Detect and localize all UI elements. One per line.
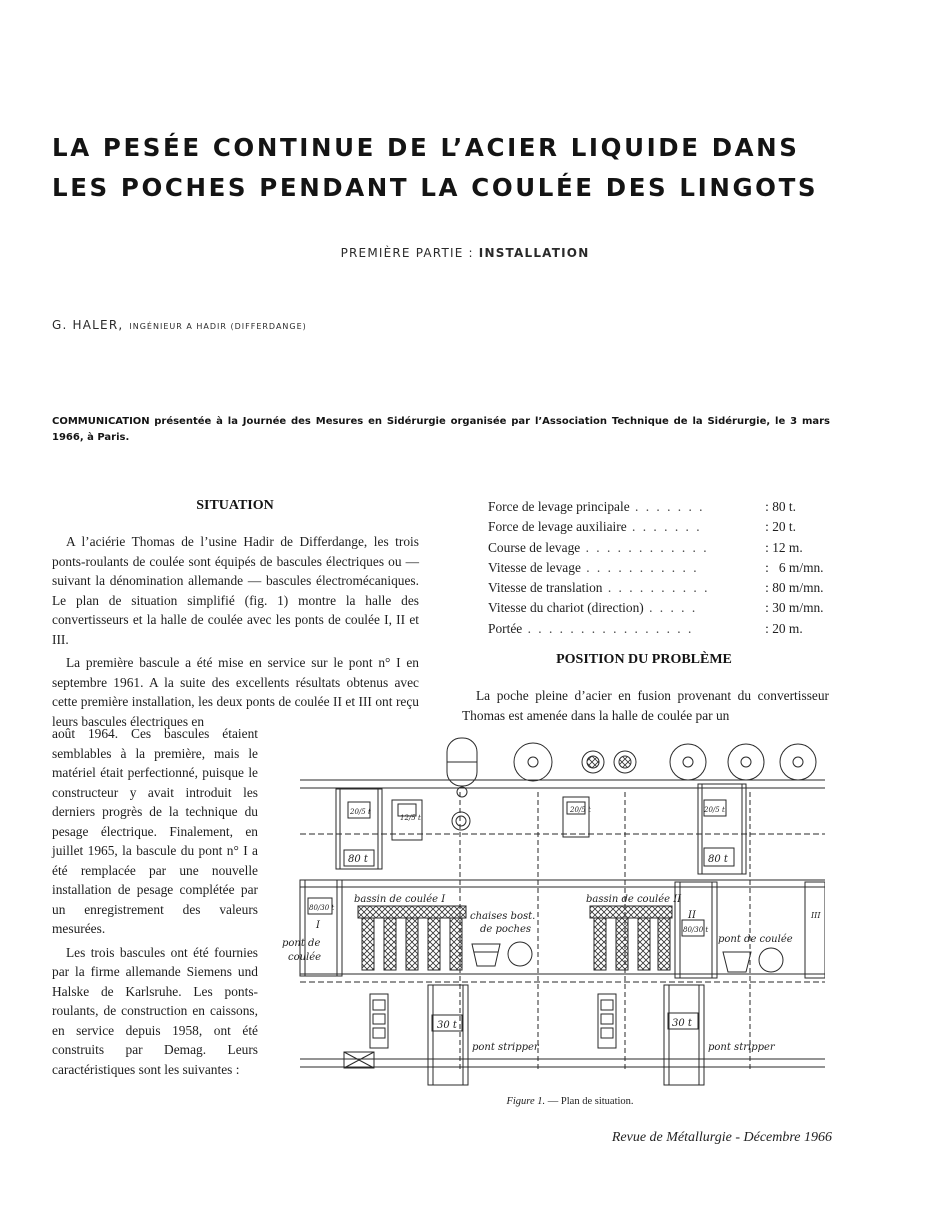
spec-value: : 12 m. (765, 539, 803, 555)
ladle-circle (456, 816, 466, 826)
ladle-stand (472, 944, 500, 966)
spec-label: Vitesse de levage . . . . . . . . . . . (488, 559, 699, 575)
spec-row (488, 598, 838, 618)
ingot-rack-cell (373, 1028, 385, 1038)
communication-text: présentée à la Journée des Mesures en Sidérurgie organisée par l’Association Technique de la Sidérurgie, le 3 mars 1966, à Paris. (52, 416, 830, 443)
situation-paragraph-1: A l’aciérie Thomas de l’usine Hadir de Differdange, les trois ponts-roulants de coulée sont équipés de bascules électriques ou — suivant la dénomination allemande — bascules électromécaniques. Le plan de situation simplifié (fig. 1) montre la halle des convertisseurs et la halle de coulée avec les ponts de coulée I, II et III. (52, 534, 419, 647)
spec-row (488, 517, 838, 537)
spec-row (488, 558, 838, 578)
author-line (52, 318, 307, 332)
casting-pit-1-finger (406, 918, 418, 970)
converter-circle (587, 756, 599, 768)
converter-circle (741, 757, 751, 767)
label-80-30t-right: 80/30 t (683, 926, 709, 934)
figure-caption-prefix: Figure 1. (506, 1096, 546, 1107)
journal-footer: Revue de Métallurgie - Décembre 1966 (611, 1130, 832, 1145)
converter-circle (683, 757, 693, 767)
subtitle (0, 246, 930, 260)
label-30t-right: 30 t (672, 1018, 692, 1029)
right-column-text (462, 686, 829, 725)
figure-caption (300, 1096, 840, 1107)
casting-pit-1-finger (362, 918, 374, 970)
spec-label: Force de levage principale . . . . . . . (488, 499, 705, 514)
casting-pit-2-finger (616, 918, 628, 970)
figure-caption-text: — Plan de situation. (545, 1096, 634, 1107)
spec-row (488, 619, 838, 639)
stripper-crane-2-inner (669, 985, 699, 1085)
title-line-2: LES POCHES PENDANT LA COULÉE DES LINGOTS (52, 173, 819, 202)
label-20t-centre: 20/5 t (570, 806, 591, 814)
subtitle-prefix: PREMIÈRE PARTIE : (340, 246, 474, 260)
spec-label: Portée . . . . . . . . . . . . . . . . (488, 620, 694, 636)
label-coulee: coulée (288, 952, 322, 963)
converter-circle (514, 743, 552, 781)
ingot-rack-cell (601, 1014, 613, 1024)
spec-value: : 20 m. (765, 620, 803, 636)
situation-paragraph-2-cont: août 1964. Ces bascules étaient semblables à la première, mais le matériel était perfectionné, puisque le constructeur y avait introduit les derniers progrès de la technique du pesage électrique. Finalement, en juillet 1965, la bascule du pont n° I a été remplacée par une nouvelle installation de pesage complétée par un enregistrement des valeurs mesurées. (52, 726, 258, 936)
situation-plan-figure (280, 732, 825, 1094)
label-bassin-1: bassin de coulée I (354, 894, 446, 905)
label-roman-2: II (688, 910, 696, 921)
spec-value: : 80 t. (765, 499, 796, 514)
label-chaises: chaises bost. (470, 911, 536, 922)
casting-pit-1-finger (384, 918, 396, 970)
ingot-rack-cell (373, 1014, 385, 1024)
spec-label: Course de levage . . . . . . . . . . . . (488, 539, 709, 555)
spec-label: Force de levage auxiliaire . . . . . . . (488, 519, 702, 535)
label-roman-3: III (811, 911, 821, 920)
label-80t-right: 80 t (708, 854, 728, 865)
stripper-crane-1-inner (433, 985, 463, 1085)
converter-circle (728, 744, 764, 780)
author-name: G. HALER, (52, 318, 124, 332)
label-de-poches: de poches (480, 924, 532, 935)
label-80t-left: 80 t (348, 854, 368, 865)
label-80-30t-left: 80/30 t (309, 904, 335, 912)
left-column-wide (52, 532, 419, 731)
label-20t-left: 20/5 t (350, 808, 371, 816)
spec-value: : 20 t. (765, 519, 796, 535)
casting-pit-1-finger (428, 918, 440, 970)
ingot-rack-cell (373, 1000, 385, 1010)
spec-label: Vitesse de translation . . . . . . . . . . (488, 580, 710, 596)
converter-circle (780, 744, 816, 780)
label-bassin-2: bassin de coulée II (586, 894, 682, 905)
label-pont-coulee-right: pont de coulée (718, 934, 793, 945)
situation-paragraph-2: La première bascule a été mise en service sur le pont n° I en septembre 1961. A la suite des excellents résultats obtenus avec cette première installation, les deux ponts de coulée II et III ont reçu leurs bascules électriques en (52, 655, 419, 729)
casting-pit-2 (590, 906, 672, 918)
communication-note (52, 414, 830, 446)
stripper-crane-1 (428, 985, 468, 1085)
bottom-block-cross (344, 1052, 374, 1068)
label-pont-de: pont de (282, 938, 321, 949)
label-roman-1: I (316, 920, 320, 931)
converter-circle (793, 757, 803, 767)
ladle-stand (723, 952, 751, 972)
article-title (52, 128, 842, 208)
subtitle-bold: INSTALLATION (478, 246, 590, 260)
label-stripper-2: pont stripper (708, 1042, 775, 1053)
ladle-circle (452, 812, 470, 830)
label-20t-right: 20/5 t (704, 806, 725, 814)
converter-circle (528, 757, 538, 767)
spec-row (488, 578, 838, 598)
casting-pit-2-finger (638, 918, 650, 970)
title-line-1: LA PESÉE CONTINUE DE L’ACIER LIQUIDE DANS (52, 133, 800, 162)
spec-value: : 30 m/mn. (765, 600, 824, 616)
spec-label: Vitesse du chariot (direction) . . . . . (488, 600, 698, 616)
spec-row (488, 538, 838, 558)
casting-crane-3 (805, 882, 825, 978)
author-affiliation: INGÉNIEUR A HADIR (DIFFERDANGE) (129, 322, 307, 331)
casting-pit-1 (358, 906, 466, 918)
situation-heading: SITUATION (196, 498, 274, 513)
ingot-rack-cell (601, 1000, 613, 1010)
situation-paragraph-3: Les trois bascules ont été fournies par la firme allemande Siemens und Halske de Karlsruhe. Les ponts-roulants, de construction en caissons, en service depuis 1958, ont été construits par Demag. Leurs caractéristiques sont les suivantes : (52, 944, 258, 1077)
position-heading: POSITION DU PROBLÈME (556, 652, 732, 667)
spec-value: : 80 m/mn. (765, 580, 824, 596)
converter-circle (619, 756, 631, 768)
casting-pit-1-finger (450, 918, 462, 970)
casting-pit-2-finger (594, 918, 606, 970)
left-column-narrow (52, 724, 258, 1079)
label-30t-left: 30 t (437, 1020, 457, 1031)
label-12t: 12/5 t (400, 814, 421, 822)
ladle-stand-round (759, 948, 783, 972)
position-paragraph-1: La poche pleine d’acier en fusion provenant du convertisseur Thomas est amenée dans la halle de coulée par un (462, 688, 829, 723)
spec-row (488, 497, 838, 517)
casting-pit-2-finger (658, 918, 670, 970)
ingot-rack-cell (601, 1028, 613, 1038)
spec-value: : 6 m/mn. (765, 559, 824, 575)
crane-specs-table (488, 497, 838, 639)
ladle-stand-round (508, 942, 532, 966)
label-stripper-1: pont stripper (472, 1042, 539, 1053)
communication-lead: COMMUNICATION (52, 416, 150, 427)
stripper-crane-2 (664, 985, 704, 1085)
converter-circle (670, 744, 706, 780)
